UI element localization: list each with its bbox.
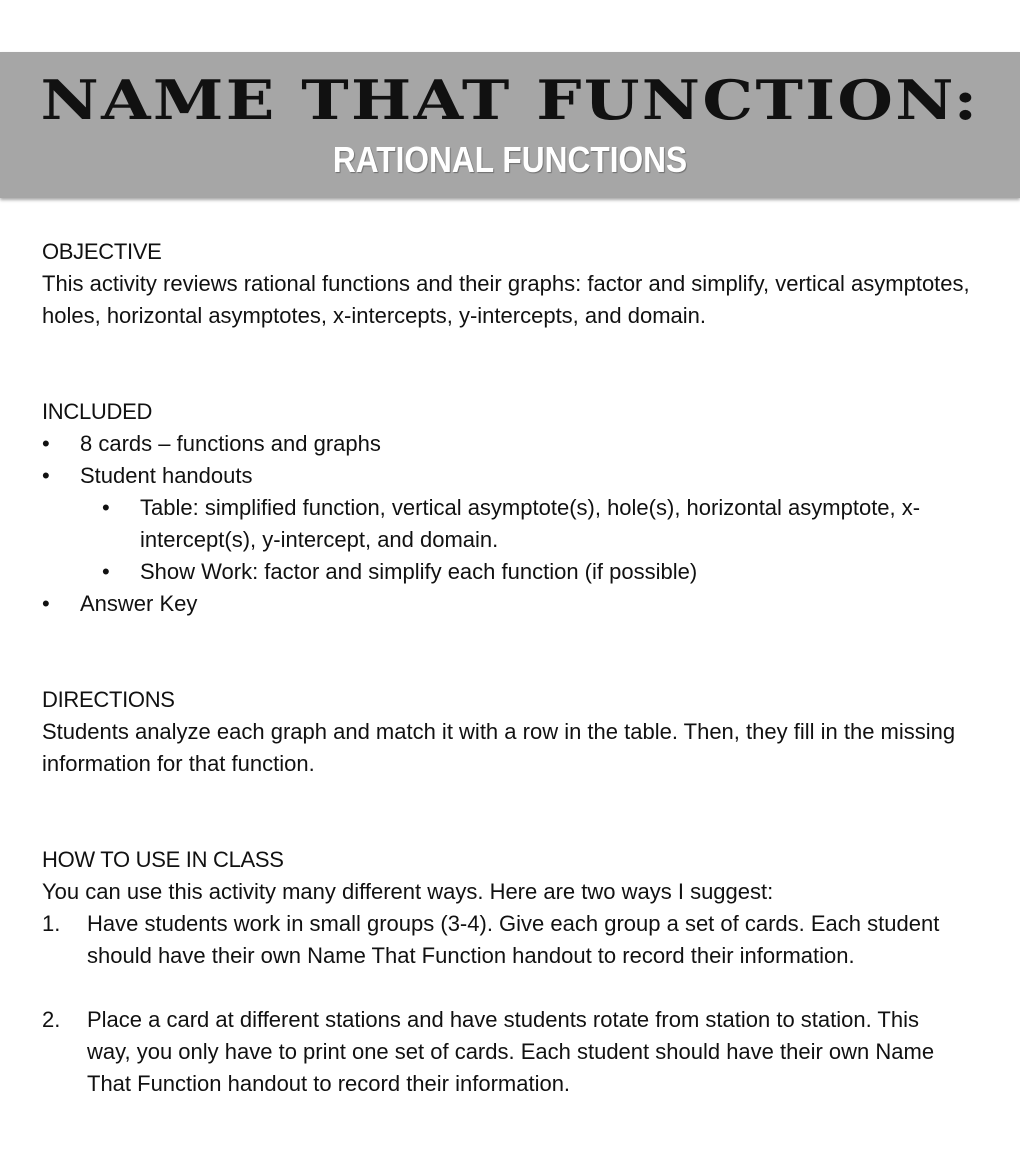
page-title: NAME THAT FUNCTION: <box>40 68 980 132</box>
title-banner <box>0 52 1020 198</box>
step-item <box>42 1004 947 1100</box>
step-text: Place a card at different stations and have students rotate from station to station. This way, you only have to print one set of cards. Each student should have their own Name That Function handout to record their information. <box>87 1007 935 1096</box>
directions-heading: DIRECTIONS <box>42 687 175 712</box>
page-subtitle: RATIONAL FUNCTIONS <box>332 139 688 180</box>
included-sub-list <box>102 492 922 588</box>
list-item: • 8 cards – functions and graphs <box>42 428 992 460</box>
directions-section <box>42 684 992 780</box>
included-heading: INCLUDED <box>42 399 153 424</box>
how-to-use-steps <box>42 908 992 1100</box>
step-item <box>42 908 947 972</box>
document-body <box>42 236 992 1164</box>
list-item <box>42 460 992 588</box>
how-to-use-section <box>42 844 992 1100</box>
included-section <box>42 396 992 620</box>
step-number: 1. <box>42 911 61 936</box>
step-text: Have students work in small groups (3-4). Give each group a set of cards. Each student should have their own Name That Function handout to record their information. <box>87 911 940 968</box>
how-to-use-intro: You can use this activity many different ways. Here are two ways I suggest: <box>42 879 774 904</box>
directions-text: Students analyze each graph and match it with a row in the table. Then, they fill in the missing information for that function. <box>42 719 956 776</box>
how-to-use-heading: HOW TO USE IN CLASS <box>42 847 284 872</box>
included-list <box>42 428 992 620</box>
sub-list-item: • Show Work: factor and simplify each function (if possible) <box>102 556 922 588</box>
list-item: • Answer Key <box>42 588 992 620</box>
list-item-label: Student handouts <box>80 463 253 488</box>
objective-text: This activity reviews rational functions and their graphs: factor and simplify, vertical asymptotes, holes, horizontal asymptotes, x-intercepts, y-intercepts, and domain. <box>42 271 970 328</box>
objective-section <box>42 236 992 332</box>
step-number: 2. <box>42 1007 61 1032</box>
objective-heading: OBJECTIVE <box>42 239 162 264</box>
sub-list-item: • Table: simplified function, vertical asymptote(s), hole(s), horizontal asymptote, x-intercept(s), y-intercept, and domain. <box>102 492 922 556</box>
